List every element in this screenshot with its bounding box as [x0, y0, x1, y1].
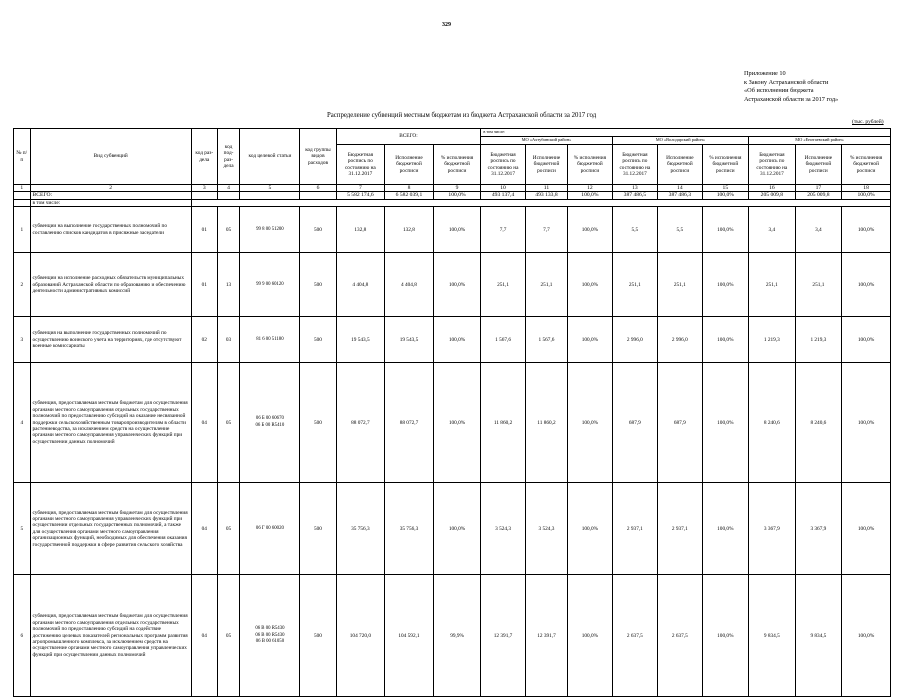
column-number-cell: 18: [842, 185, 891, 192]
expense-code-cell: 500: [300, 317, 336, 363]
value-cell: 251,1: [749, 253, 796, 317]
percent-header: % исполнения бюджетной росписи: [568, 145, 612, 185]
total-value-cell: 387 486,3: [658, 192, 702, 199]
column-number-cell: 16: [749, 185, 796, 192]
expense-code-cell: 500: [300, 575, 336, 697]
value-cell: 8 240,6: [795, 363, 842, 483]
value-cell: 1 567,6: [481, 317, 525, 363]
value-cell: 100,0%: [702, 207, 749, 253]
subsection-code-cell: 05: [217, 575, 240, 697]
units-label: (тыс. рублей): [852, 119, 884, 125]
expense-code-cell: 500: [300, 207, 336, 253]
execution-header: Исполнение бюджетной росписи: [385, 145, 434, 185]
total-empty-cell: [217, 192, 240, 199]
col-section-header: код раз- дела: [191, 129, 217, 185]
total-group-header: ВСЕГО:: [336, 129, 481, 145]
total-num-cell: [14, 192, 31, 199]
value-cell: 100,0%: [842, 207, 891, 253]
value-cell: 100,0%: [842, 317, 891, 363]
subsection-code-cell: 13: [217, 253, 240, 317]
value-cell: 132,8: [336, 207, 385, 253]
percent-header: % исполнения бюджетной росписи: [433, 145, 481, 185]
total-empty-cell: [240, 192, 300, 199]
total-empty-cell: [191, 192, 217, 199]
value-cell: 100,0%: [842, 253, 891, 317]
value-cell: 1 219,3: [795, 317, 842, 363]
value-cell: 100,0%: [842, 363, 891, 483]
value-cell: 100,0%: [702, 317, 749, 363]
value-cell: 100,0%: [568, 483, 612, 575]
section-code-cell: 01: [191, 207, 217, 253]
target-code-cell: 99 8 00 51200: [240, 207, 300, 253]
value-cell: 3,4: [795, 207, 842, 253]
col-name-header: Вид субвенций: [30, 129, 191, 185]
column-number-cell: 7: [336, 185, 385, 192]
value-cell: 99,9%: [433, 575, 481, 697]
value-cell: 3 367,9: [795, 483, 842, 575]
value-cell: 9 834,5: [749, 575, 796, 697]
value-cell: 100,0%: [433, 253, 481, 317]
total-value-cell: 493 133,8: [525, 192, 567, 199]
value-cell: 251,1: [481, 253, 525, 317]
value-cell: 2 937,1: [658, 483, 702, 575]
column-number-cell: 5: [240, 185, 300, 192]
value-cell: 100,0%: [842, 575, 891, 697]
page-number: 329: [442, 22, 451, 28]
value-cell: 251,1: [612, 253, 657, 317]
total-value-cell: 205 009,8: [795, 192, 842, 199]
value-cell: 88 072,7: [385, 363, 434, 483]
mo-akhtubinsky-header: МО «Ахтубинский район»: [481, 137, 612, 145]
table-row: [14, 317, 891, 363]
column-number-row: [14, 185, 891, 192]
column-number-cell: 14: [658, 185, 702, 192]
value-cell: 100,0%: [568, 207, 612, 253]
value-cell: 2 996,0: [658, 317, 702, 363]
total-value-cell: 5 582 174,6: [336, 192, 385, 199]
value-cell: 100,0%: [842, 483, 891, 575]
total-value-cell: 6 582 039,1: [385, 192, 434, 199]
including-num-cell: [14, 199, 31, 206]
budget-roll-header: Бюджетная роспись по состоянию на 31.12.2017: [749, 145, 796, 185]
value-cell: 3 367,9: [749, 483, 796, 575]
appendix-line: Приложение 10: [744, 70, 786, 77]
total-value-cell: 387 486,5: [612, 192, 657, 199]
expense-code-cell: 500: [300, 363, 336, 483]
percent-header: % исполнения бюджетной росписи: [702, 145, 749, 185]
including-header: в том числе:: [481, 129, 891, 137]
table-row: [14, 483, 891, 575]
total-value-cell: 100,0%: [433, 192, 481, 199]
value-cell: 100,0%: [702, 253, 749, 317]
column-number-cell: 10: [481, 185, 525, 192]
value-cell: 12 391,7: [481, 575, 525, 697]
budget-roll-header: Бюджетная роспись по состоянию на 31.12.2017: [336, 145, 385, 185]
percent-header: % исполнения бюджетной росписи: [842, 145, 891, 185]
column-number-cell: 4: [217, 185, 240, 192]
row-number-cell: 5: [14, 483, 31, 575]
column-number-cell: 13: [612, 185, 657, 192]
value-cell: 100,0%: [433, 317, 481, 363]
value-cell: 2 996,0: [612, 317, 657, 363]
value-cell: 2 637,5: [612, 575, 657, 697]
subsection-code-cell: 05: [217, 483, 240, 575]
value-cell: 19 543,5: [385, 317, 434, 363]
value-cell: 2 637,5: [658, 575, 702, 697]
value-cell: 100,0%: [568, 317, 612, 363]
value-cell: 100,0%: [568, 253, 612, 317]
value-cell: 35 756,3: [385, 483, 434, 575]
column-number-cell: 1: [14, 185, 31, 192]
including-label: в том числе:: [30, 199, 191, 206]
value-cell: 7,7: [525, 207, 567, 253]
expense-code-cell: 500: [300, 253, 336, 317]
execution-header: Исполнение бюджетной росписи: [795, 145, 842, 185]
row-name-cell: субвенция, предоставляемая местным бюджетам для осуществления органами местного самоуправления отдельных государственных полномочий по предоставлению субсидий на содействие достижению целевых показателей региональных программ развития агропромышленного комплекса, за исключением средств на осуществление органами местного самоуправления управленческих функций при осуществлении данных полномочий: [30, 575, 191, 697]
value-cell: 3 524,3: [481, 483, 525, 575]
execution-header: Исполнение бюджетной росписи: [658, 145, 702, 185]
appendix-note: [744, 70, 838, 104]
row-name-cell: субвенция, предоставляемая местным бюджетам для осуществления органами местного самоуправления управленческих функций при осуществлении отдельных государственных полномочий, а также для осуществления органами местного самоуправления организационных функций, необходимых для обеспечения оказания государственной поддержки в сфере развития сельского хозяйства: [30, 483, 191, 575]
total-value-cell: 205 009,8: [749, 192, 796, 199]
row-number-cell: 6: [14, 575, 31, 697]
value-cell: 8 240,6: [749, 363, 796, 483]
row-number-cell: 1: [14, 207, 31, 253]
subsection-code-cell: 05: [217, 207, 240, 253]
document-title: Распределение субвенций местным бюджетам из бюджета Астраханской области за 2017 год: [327, 112, 597, 119]
row-name-cell: субвенция, предоставляемая местным бюджетам для осуществления органами местного самоуправления отдельных государственных полномочий по предоставлению субсидий на оказание несвязанной поддержки сельскохозяйственным товаропроизводителям в области растениеводства, за исключением средств на осуществление органами местного самоуправления управленческих функций при осуществлении данных полномочий: [30, 363, 191, 483]
value-cell: 104 720,0: [336, 575, 385, 697]
target-code-cell: 06 В 00 R5430 06 В 00 R5430 06 В 00 61050: [240, 575, 300, 697]
subsection-code-cell: 03: [217, 317, 240, 363]
subventions-table: [13, 128, 891, 697]
value-cell: 4 404,8: [385, 253, 434, 317]
row-number-cell: 3: [14, 317, 31, 363]
value-cell: 132,8: [385, 207, 434, 253]
row-number-cell: 2: [14, 253, 31, 317]
expense-code-cell: 500: [300, 483, 336, 575]
table-row: [14, 363, 891, 483]
row-name-cell: субвенции на исполнение расходных обязательств муниципальных образований Астраханской области по образованию и обеспечению деятельности административных комиссий: [30, 253, 191, 317]
value-cell: 88 072,7: [336, 363, 385, 483]
value-cell: 100,0%: [433, 483, 481, 575]
budget-roll-header: Бюджетная роспись по состоянию на 31.12.2017: [612, 145, 657, 185]
value-cell: 2 937,1: [612, 483, 657, 575]
target-code-cell: 99 9 00 60120: [240, 253, 300, 317]
column-number-cell: 12: [568, 185, 612, 192]
total-value-cell: 100,0%: [702, 192, 749, 199]
value-cell: 1 219,3: [749, 317, 796, 363]
target-code-cell: 81 6 00 51180: [240, 317, 300, 363]
section-code-cell: 04: [191, 363, 217, 483]
table-row: [14, 575, 891, 697]
total-empty-cell: [300, 192, 336, 199]
value-cell: 3 524,3: [525, 483, 567, 575]
row-name-cell: субвенции на выполнение государственных полномочий по составлению списков кандидатов в присяжные заседатели: [30, 207, 191, 253]
column-number-cell: 17: [795, 185, 842, 192]
total-label: ВСЕГО:: [30, 192, 191, 199]
value-cell: 100,0%: [568, 575, 612, 697]
value-cell: 12 391,7: [525, 575, 567, 697]
value-cell: 100,0%: [702, 575, 749, 697]
total-value-cell: 100,0%: [568, 192, 612, 199]
subsection-code-cell: 05: [217, 363, 240, 483]
total-row: [14, 192, 891, 199]
column-number-cell: 3: [191, 185, 217, 192]
value-cell: 104 592,1: [385, 575, 434, 697]
value-cell: 100,0%: [568, 363, 612, 483]
value-cell: 687,9: [658, 363, 702, 483]
value-cell: 9 834,5: [795, 575, 842, 697]
appendix-line: к Закону Астраханской области: [744, 78, 829, 86]
row-name-cell: субвенция на выполнение государственных полномочий по осуществлению воинского учета на территориях, где отсутствуют военные комиссариаты: [30, 317, 191, 363]
value-cell: 100,0%: [433, 207, 481, 253]
appendix-line: «Об исполнении бюджета: [744, 87, 814, 95]
table-row: [14, 207, 891, 253]
total-value-cell: 100,0%: [842, 192, 891, 199]
value-cell: 251,1: [658, 253, 702, 317]
col-target-header: код целевой статьи: [240, 129, 300, 185]
value-cell: 251,1: [525, 253, 567, 317]
row-number-cell: 4: [14, 363, 31, 483]
section-code-cell: 02: [191, 317, 217, 363]
column-number-cell: 8: [385, 185, 434, 192]
value-cell: 35 756,3: [336, 483, 385, 575]
value-cell: 687,9: [612, 363, 657, 483]
section-code-cell: 04: [191, 483, 217, 575]
value-cell: 5,5: [658, 207, 702, 253]
total-value-cell: 493 137,4: [481, 192, 525, 199]
value-cell: 1 567,6: [525, 317, 567, 363]
including-row: [14, 199, 891, 206]
column-number-cell: 15: [702, 185, 749, 192]
value-cell: 11 860,2: [525, 363, 567, 483]
column-number-cell: 2: [30, 185, 191, 192]
budget-roll-header: Бюджетная роспись по состоянию на 31.12.2017: [481, 145, 525, 185]
value-cell: 19 543,5: [336, 317, 385, 363]
target-code-cell: 06 Г 00 60020: [240, 483, 300, 575]
value-cell: 4 404,8: [336, 253, 385, 317]
column-number-cell: 11: [525, 185, 567, 192]
execution-header: Исполнение бюджетной росписи: [525, 145, 567, 185]
value-cell: 100,0%: [702, 363, 749, 483]
value-cell: 7,7: [481, 207, 525, 253]
value-cell: 5,5: [612, 207, 657, 253]
mo-enotaevsky-header: МО «Енотаевский район»: [749, 137, 891, 145]
col-expense-header: код группы видов расходов: [300, 129, 336, 185]
section-code-cell: 04: [191, 575, 217, 697]
column-number-cell: 9: [433, 185, 481, 192]
table-row: [14, 253, 891, 317]
value-cell: 251,1: [795, 253, 842, 317]
value-cell: 3,4: [749, 207, 796, 253]
col-subsection-header: код под- раз- дела: [217, 129, 240, 185]
column-number-cell: 6: [300, 185, 336, 192]
value-cell: 11 860,2: [481, 363, 525, 483]
value-cell: 100,0%: [702, 483, 749, 575]
including-empty-cell: [191, 199, 890, 206]
mo-volodarsky-header: МО «Володарский район»: [612, 137, 748, 145]
value-cell: 100,0%: [433, 363, 481, 483]
target-code-cell: 06 Б 00 60670 06 Б 00 R5410: [240, 363, 300, 483]
appendix-line: Астраханской области за 2017 год»: [744, 95, 839, 103]
section-code-cell: 01: [191, 253, 217, 317]
col-num-header: № п/п: [14, 129, 31, 185]
